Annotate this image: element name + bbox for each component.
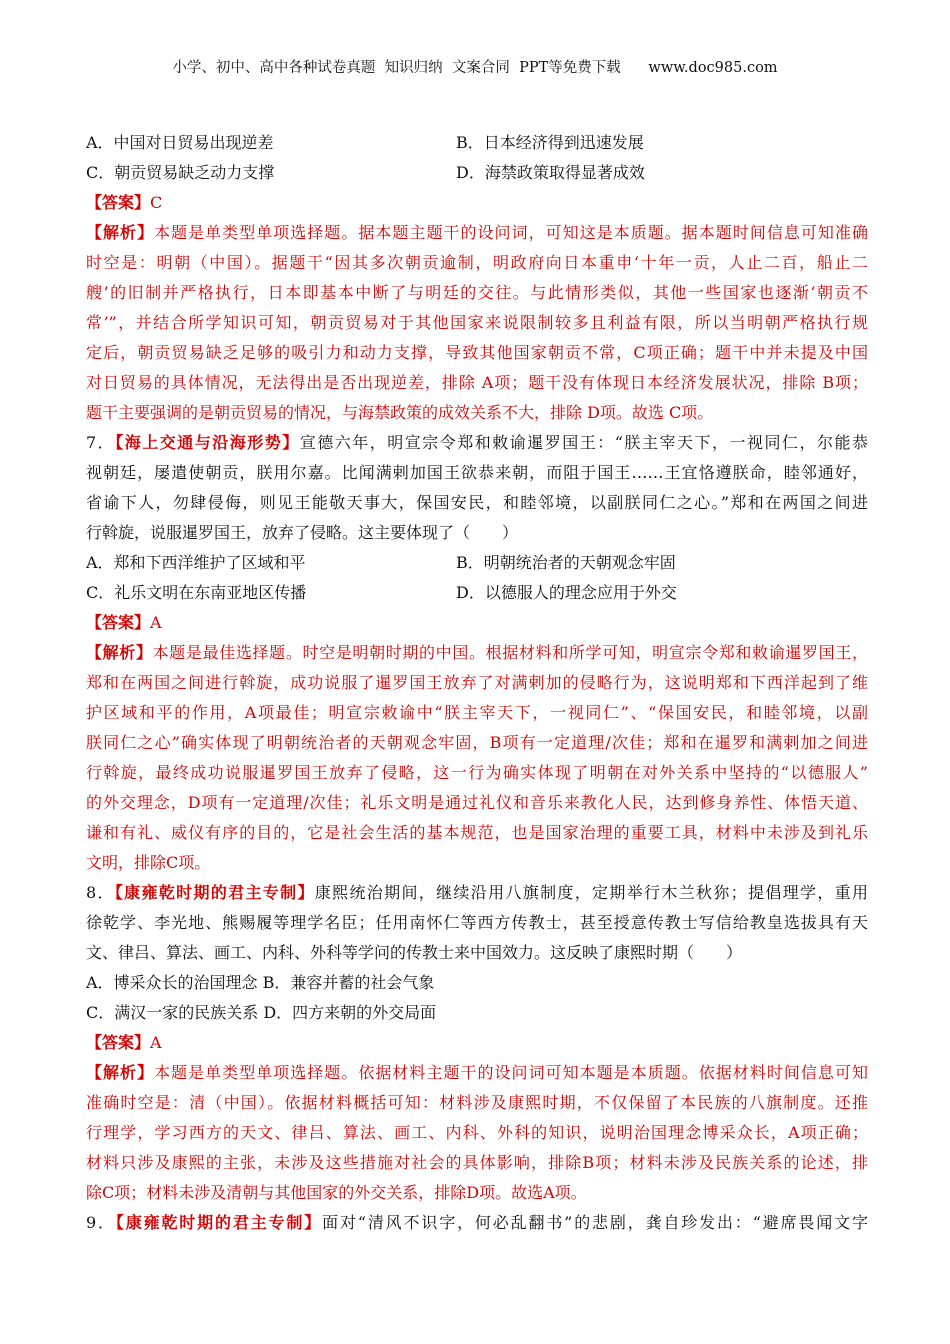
q9-stem-line bbox=[86, 1208, 868, 1238]
q8-analysis-line: 准确时空是：清（中国）。依据材料概括可知：材料涉及康熙时期，不仅保留了本民族的八旗制度。还推 bbox=[86, 1093, 868, 1112]
q7-stem-line: 省谕下人，勿肆侵侮，则见王能敬天事大，保国安民，和睦邻境，以副朕同仁之心。”郑和在两国之间进 bbox=[86, 493, 868, 512]
q8-option-row-cd: C．满汉一家的民族关系 D．四方来朝的外交局面 bbox=[86, 1003, 437, 1022]
q7-answer bbox=[86, 608, 868, 638]
q6-analysis-line: 题干主要强调的是朝贡贸易的情况，与海禁政策的成效关系不大，排除 D项。故选 C项。 bbox=[86, 403, 714, 422]
q7-analysis-tag: 【解析】 bbox=[86, 643, 153, 662]
q6-answer-value: C bbox=[150, 193, 163, 212]
q9-topic-tag: 【康雍乾时期的君主专制】 bbox=[115, 1213, 323, 1232]
q8-stem-line: 徐乾学、李光地、熊赐履等理学名臣；任用南怀仁等西方传教士，甚至授意传教士写信给教皇选拔具有天 bbox=[86, 913, 868, 932]
q6-option-c: C．朝贡贸易缺乏动力支撑 bbox=[86, 163, 275, 182]
q7-options-row-1 bbox=[86, 548, 868, 578]
q7-analysis-line: 护区域和平的作用，A项最佳；明宣宗敕谕中“朕主宰天下，一视同仁”、“保国安民，和睦邻境，以副 bbox=[86, 703, 868, 722]
q7-stem-line: 行斡旋，说服暹罗国王，放弃了侵略。这主要体现了（ ） bbox=[86, 523, 519, 542]
q6-analysis-line bbox=[86, 218, 868, 248]
q7-option-b: B．明朝统治者的天朝观念牢固 bbox=[456, 553, 676, 572]
q7-analysis-line: 谦和有礼、威仪有序的目的，它是社会生活的基本规范，也是国家治理的重要工具，材料中未涉及到礼乐 bbox=[86, 823, 868, 842]
q6-analysis-tag: 【解析】 bbox=[86, 223, 155, 242]
q8-topic-tag: 【康雍乾时期的君主专制】 bbox=[114, 883, 315, 902]
q9-stem-text: 面对“清风不识字，何必乱翻书”的悲剧，龚自珍发出：“避席畏闻文字 bbox=[322, 1213, 868, 1232]
q6-analysis-text: 本题是单类型单项选择题。据本题主题干的设问词，可知这是本质题。据本题时间信息可知准确 bbox=[154, 223, 868, 242]
q8-analysis-tag: 【解析】 bbox=[86, 1063, 155, 1082]
q6-options-row-1 bbox=[86, 128, 868, 158]
q7-stem-text: 宣德六年，明宣宗令郑和敕谕暹罗国王：“朕主宰天下，一视同仁，尔能恭 bbox=[299, 433, 868, 452]
q9-number: 9． bbox=[86, 1213, 116, 1232]
q8-stem-text: 康熙统治期间，继续沿用八旗制度，定期举行木兰秋狝；提倡理学，重用 bbox=[314, 883, 868, 902]
q7-number: 7． bbox=[86, 433, 116, 452]
q8-number: 8． bbox=[86, 883, 115, 902]
q8-analysis-line: 行理学，学习西方的天文、律吕、算法、画工、内科、外科的知识，说明治国理念博采众长，A项正确； bbox=[86, 1123, 868, 1142]
q7-topic-tag: 【海上交通与沿海形势】 bbox=[115, 433, 300, 452]
q6-answer-tag: 【答案】 bbox=[86, 193, 151, 212]
q7-answer-value: A bbox=[150, 613, 162, 632]
q8-answer bbox=[86, 1028, 868, 1058]
q6-option-b: B．日本经济得到迅速发展 bbox=[456, 133, 644, 152]
q6-analysis-line: 时空是：明朝（中国）。据题干“因其多次朝贡逾制，明政府向日本重申‘十年一贡，人止二百，船止二 bbox=[86, 253, 868, 272]
q8-stem-line: 文、律吕、算法、画工、内科、外科等学问的传教士来中国效力。这反映了康熙时期（ ） bbox=[86, 943, 743, 962]
q7-analysis-line: 行斡旋，最终成功说服暹罗国王放弃了侵略，这一行为确实体现了明朝在对外关系中坚持的“以德服人” bbox=[86, 763, 868, 782]
q7-option-d: D．以德服人的理念应用于外交 bbox=[456, 583, 677, 602]
q7-options-row-2 bbox=[86, 578, 868, 608]
q6-analysis-line: 定后，朝贡贸易缺乏足够的吸引力和动力支撑，导致其他国家朝贡不常，C项正确；题干中并未提及中国 bbox=[86, 343, 868, 362]
q7-analysis-line: 文明，排除C项。 bbox=[86, 853, 211, 872]
q7-analysis-text: 本题是最佳选择题。时空是明朝时期的中国。根据材料和所学可知，明宣宗令郑和敕谕暹罗国王， bbox=[152, 643, 868, 662]
q8-analysis-line: 除C项；材料未涉及清朝与其他国家的外交关系，排除D项。故选A项。 bbox=[86, 1183, 587, 1202]
q6-option-a: A．中国对日贸易出现逆差 bbox=[86, 133, 274, 152]
q7-option-a: A．郑和下西洋维护了区域和平 bbox=[86, 553, 306, 572]
q7-analysis-line: 郑和在两国之间进行斡旋，成功说服了暹罗国王放弃了对满剌加的侵略行为，这说明郑和下西洋起到了维 bbox=[86, 673, 868, 692]
q7-answer-tag: 【答案】 bbox=[86, 613, 151, 632]
q8-option-row-ab: A．博采众长的治国理念 B．兼容并蓄的社会气象 bbox=[86, 973, 435, 992]
q8-answer-tag: 【答案】 bbox=[86, 1033, 151, 1052]
q7-stem-line bbox=[86, 428, 868, 458]
q7-option-c: C．礼乐文明在东南亚地区传播 bbox=[86, 583, 307, 602]
q6-option-d: D．海禁政策取得显著成效 bbox=[456, 163, 645, 182]
q6-answer bbox=[86, 188, 868, 218]
q6-options-row-2 bbox=[86, 158, 868, 188]
q6-analysis-line: 常’”，并结合所学知识可知，朝贡贸易对于其他国家来说限制较多且利益有限，所以当明朝严格执行规 bbox=[86, 313, 868, 332]
q8-answer-value: A bbox=[150, 1033, 162, 1052]
q7-analysis-line: 的外交理念，D项有一定道理/次佳；礼乐文明是通过礼仪和音乐来教化人民，达到修身养性、体悟天道、 bbox=[86, 793, 868, 812]
q8-analysis-line bbox=[86, 1058, 868, 1088]
page-header: 小学、初中、高中各种试卷真题 知识归纳 文案合同 PPT等免费下载 www.doc985.com bbox=[172, 60, 778, 76]
q6-analysis-line: 艘’的旧制并严格执行，日本即基本中断了与明廷的交往。与此情形类似，其他一些国家也逐渐‘朝贡不 bbox=[86, 283, 868, 302]
q7-analysis-line: 朕同仁之心”确实体现了明朝统治者的天朝观念牢固，B项有一定道理/次佳；郑和在暹罗和满剌加之间进 bbox=[86, 733, 868, 752]
q7-analysis-line bbox=[86, 638, 868, 668]
q7-stem-line: 视朝廷，屡遣使朝贡，朕用尔嘉。比闻满剌加国王欲恭来朝，而阻于国王……王宜恪遵朕命，睦邻通好， bbox=[86, 463, 868, 482]
q8-analysis-line: 材料只涉及康熙的主张，未涉及这些措施对社会的具体影响，排除B项；材料未涉及民族关系的论述，排 bbox=[86, 1153, 868, 1172]
q6-analysis-line: 对日贸易的具体情况，无法得出是否出现逆差，排除 A项；题干没有体现日本经济发展状况，排除 B项； bbox=[86, 373, 868, 392]
q8-analysis-text: 本题是单类型单项选择题。依据材料主题干的设问词可知本题是本质题。依据材料时间信息可知 bbox=[154, 1063, 868, 1082]
q8-stem-line bbox=[86, 878, 868, 908]
document-body bbox=[86, 128, 868, 1238]
